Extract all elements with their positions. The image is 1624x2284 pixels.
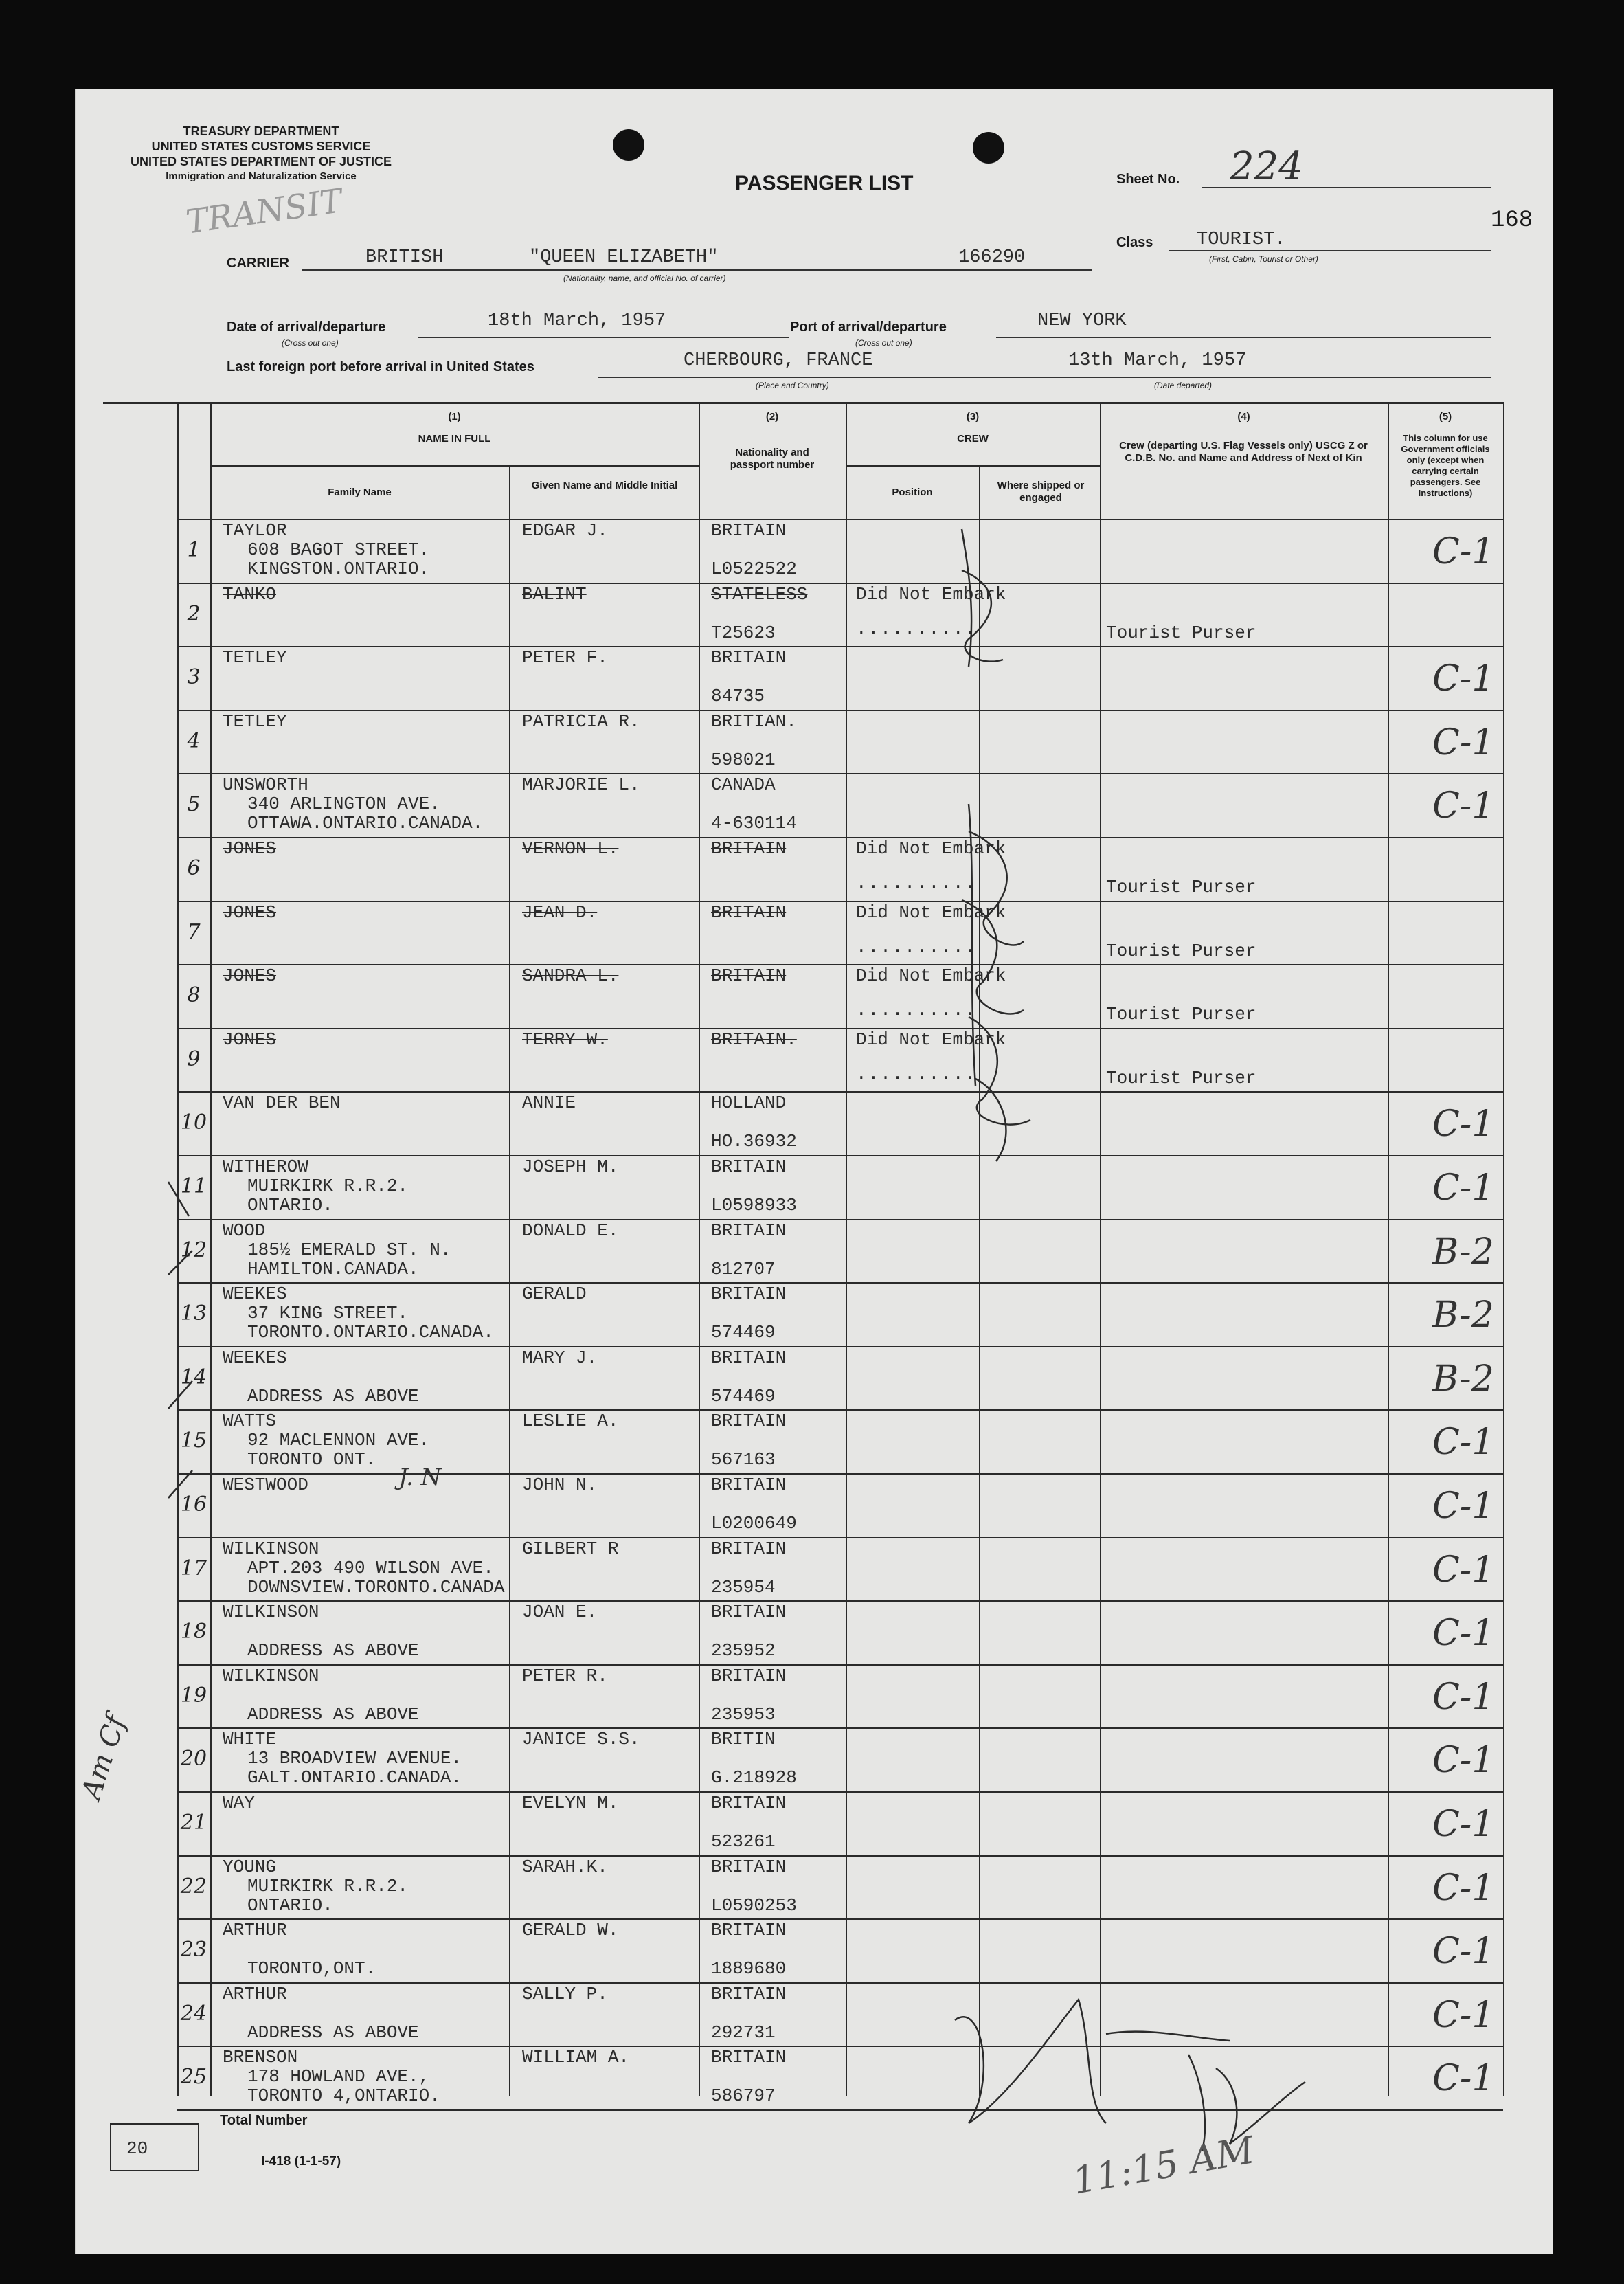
nationality-header: Nationality and passport number xyxy=(730,447,815,471)
family-name: BRENSON xyxy=(223,2047,298,2068)
family-name: JONES xyxy=(223,1029,277,1050)
official-mark: C-1 xyxy=(1432,1804,1495,1845)
passport-number: 523261 xyxy=(711,1831,776,1852)
given-name: VERNON L. xyxy=(522,838,619,859)
official-mark: B-2 xyxy=(1432,1231,1494,1273)
family-name: TANKO xyxy=(223,583,277,605)
row-rule xyxy=(177,837,1503,838)
passport-number: 598021 xyxy=(711,749,776,770)
official-mark: C-1 xyxy=(1432,1676,1495,1718)
next-of-kin: Tourist Purser xyxy=(1106,622,1256,643)
address-line-2: TORONTO,ONT. xyxy=(247,1958,376,1980)
row-rule xyxy=(177,1219,1503,1220)
punch-hole-left xyxy=(613,129,644,161)
carrier-number: 166290 xyxy=(958,247,1026,268)
row-rule xyxy=(177,1091,1503,1093)
nationality: BRITAIN xyxy=(711,1793,787,1813)
nationality: BRITAIN xyxy=(711,1475,787,1495)
port-label: Port of arrival/departure xyxy=(790,320,947,335)
row-number: 21 xyxy=(180,1811,207,1835)
family-name: WOOD xyxy=(223,1220,266,1241)
agency-line-2: UNITED STATES CUSTOMS SERVICE xyxy=(151,139,371,153)
westwood-initials: J. N xyxy=(398,1464,442,1491)
row-number: 19 xyxy=(180,1683,207,1708)
row-rule xyxy=(177,1409,1503,1411)
passport-number: G.218928 xyxy=(711,1767,797,1789)
row-number: 18 xyxy=(180,1620,207,1644)
total-number-box: 20 xyxy=(110,2123,199,2171)
row-number: 7 xyxy=(187,919,201,944)
passport-number: L0590253 xyxy=(711,1894,797,1916)
row-rule xyxy=(177,964,1503,965)
address-line-2: ONTARIO. xyxy=(247,1894,333,1916)
official-mark: C-1 xyxy=(1432,531,1495,572)
last-port-value: CHERBOURG, FRANCE xyxy=(684,350,873,371)
crew-position: Did Not Embark xyxy=(856,965,1006,987)
family-name: TETLEY xyxy=(223,647,287,669)
address-line-1: MUIRKIRK R.R.2. xyxy=(247,1875,409,1896)
family-name-header: Family Name xyxy=(328,486,392,498)
official-mark: B-2 xyxy=(1432,1358,1494,1400)
carrier-name: "QUEEN ELIZABETH" xyxy=(529,247,719,268)
nationality: BRITAIN xyxy=(711,520,787,541)
given-name: ANNIE xyxy=(522,1093,576,1114)
signing-time-note: 11:15 AM xyxy=(1069,2128,1258,2203)
row-number: 5 xyxy=(187,792,201,817)
given-name: PETER F. xyxy=(522,647,608,669)
row-rule xyxy=(177,1473,1503,1475)
given-name: WILLIAM A. xyxy=(522,2047,630,2068)
row-number: 4 xyxy=(187,728,201,753)
name-in-full-header: NAME IN FULL xyxy=(418,433,491,445)
sheet-number: 224 xyxy=(1230,144,1303,189)
official-mark: C-1 xyxy=(1432,658,1495,700)
passport-number: L0200649 xyxy=(711,1513,797,1534)
crew-position: Did Not Embark xyxy=(856,583,1006,605)
row-rule xyxy=(177,773,1503,774)
nationality: BRITAIN xyxy=(711,1284,787,1305)
nationality: BRITAIN xyxy=(711,2047,787,2068)
address-line-2: TORONTO ONT. xyxy=(247,1449,376,1470)
class-label: Class xyxy=(1116,235,1153,250)
address-line-1: MUIRKIRK R.R.2. xyxy=(247,1176,409,1196)
row-number: 20 xyxy=(180,1747,207,1771)
official-mark: C-1 xyxy=(1432,1740,1495,1782)
punch-hole-right xyxy=(973,132,1004,164)
row-number: 15 xyxy=(180,1429,207,1453)
form-number: I-418 (1-1-57) xyxy=(261,2154,341,2169)
next-of-kin: Tourist Purser xyxy=(1106,1004,1256,1025)
row-number: 14 xyxy=(180,1365,207,1389)
official-mark: C-1 xyxy=(1432,721,1495,763)
given-name: EVELYN M. xyxy=(522,1793,619,1813)
address-line-1: 92 MACLENNON AVE. xyxy=(247,1430,430,1451)
family-name: VAN DER BEN xyxy=(223,1093,341,1114)
date-departed-hint: (Date departed) xyxy=(1154,381,1213,390)
given-name: BALINT xyxy=(522,583,587,605)
row-number: 2 xyxy=(187,601,201,626)
given-name: MARY J. xyxy=(522,1347,598,1368)
page-number: 168 xyxy=(1491,208,1533,234)
address-line-1: 340 ARLINGTON AVE. xyxy=(247,794,440,815)
row-rule xyxy=(177,583,1503,584)
signature-dots: .......... xyxy=(856,1063,978,1084)
col2-number: (2) xyxy=(765,411,779,423)
col5-number: (5) xyxy=(1439,411,1452,423)
row-number: 10 xyxy=(180,1110,207,1135)
family-name: JONES xyxy=(223,965,277,987)
passport-number: 235954 xyxy=(711,1576,776,1598)
family-name: WEEKES xyxy=(223,1347,287,1368)
crew-position: Did Not Embark xyxy=(856,838,1006,859)
port-cross-out: (Cross out one) xyxy=(855,338,912,348)
row-rule xyxy=(177,710,1503,711)
row-number: 9 xyxy=(187,1046,201,1071)
nationality: BRITAIN xyxy=(711,838,787,859)
col4-number: (4) xyxy=(1237,411,1250,423)
nationality: BRITAIN xyxy=(711,1411,787,1432)
nationality: BRITAIN xyxy=(711,965,787,987)
row-number: 22 xyxy=(180,1874,207,1899)
passport-number: 235952 xyxy=(711,1640,776,1661)
place-hint: (Place and Country) xyxy=(756,381,829,390)
passport-number: 235953 xyxy=(711,1703,776,1725)
where-shipped-header: Where shipped or engaged xyxy=(997,480,1085,504)
address-line-2: ONTARIO. xyxy=(247,1195,333,1216)
nationality: BRITAIN xyxy=(711,1920,787,1941)
signature-dots: .......... xyxy=(856,1000,978,1021)
address-line-2: GALT.ONTARIO.CANADA. xyxy=(247,1767,462,1789)
agency-line-1: TREASURY DEPARTMENT xyxy=(183,124,339,138)
address-line-1: 185½ EMERALD ST. N. xyxy=(247,1239,451,1260)
position-header: Position xyxy=(892,486,933,498)
row-number: 23 xyxy=(180,1938,207,1962)
row-rule xyxy=(177,1600,1503,1602)
given-name: JOAN E. xyxy=(522,1602,598,1623)
passport-number: 574469 xyxy=(711,1385,776,1407)
class-value: TOURIST. xyxy=(1197,229,1286,250)
given-name: EDGAR J. xyxy=(522,520,608,541)
row-rule xyxy=(177,901,1503,902)
family-name: ARTHUR xyxy=(223,1983,287,2004)
family-name: JONES xyxy=(223,902,277,923)
address-line-2: TORONTO.ONTARIO.CANADA. xyxy=(247,1322,494,1343)
family-name: WATTS xyxy=(223,1411,277,1432)
given-name: GILBERT R xyxy=(522,1538,619,1559)
given-name: JOSEPH M. xyxy=(522,1156,619,1177)
next-of-kin: Tourist Purser xyxy=(1106,940,1256,961)
given-name: JEAN D. xyxy=(522,902,598,923)
official-mark: C-1 xyxy=(1432,1486,1495,1527)
address-line-2: ADDRESS AS ABOVE xyxy=(247,1640,419,1661)
family-name: TAYLOR xyxy=(223,520,287,541)
address-line-2: ADDRESS AS ABOVE xyxy=(247,1703,419,1725)
agency-line-3: UNITED STATES DEPARTMENT OF JUSTICE xyxy=(130,155,392,168)
official-mark: C-1 xyxy=(1432,1613,1495,1655)
address-line-2: ADDRESS AS ABOVE xyxy=(247,2022,419,2043)
passport-number: L0598933 xyxy=(711,1195,797,1216)
official-mark: C-1 xyxy=(1432,1167,1495,1209)
address-line-1: 608 BAGOT STREET. xyxy=(247,539,430,560)
row-rule xyxy=(177,1727,1503,1729)
agency-block xyxy=(117,124,405,184)
family-name: WEEKES xyxy=(223,1284,287,1305)
nationality: BRITAIN xyxy=(711,1220,787,1241)
row-rule xyxy=(177,1282,1503,1284)
margin-note: Am Cf xyxy=(76,1712,133,1804)
arrival-cross-out: (Cross out one) xyxy=(282,338,339,348)
passport-number: T25623 xyxy=(711,622,776,643)
family-name: JONES xyxy=(223,838,277,859)
given-name: TERRY W. xyxy=(522,1029,608,1050)
sheet-label: Sheet No. xyxy=(1116,172,1180,187)
passport-number: L0522522 xyxy=(711,559,797,579)
given-name: GERALD xyxy=(522,1284,587,1305)
nationality: BRITAIN xyxy=(711,1983,787,2004)
nationality: STATELESS xyxy=(711,583,808,605)
class-hint: (First, Cabin, Tourist or Other) xyxy=(1209,254,1318,264)
row-number: 11 xyxy=(180,1174,207,1198)
gov-use-header: This column for use Government officials only (except when carrying certain passengers. See Instructions) xyxy=(1401,433,1490,498)
address-line-2: ADDRESS AS ABOVE xyxy=(247,1385,419,1407)
given-name: GERALD W. xyxy=(522,1920,619,1941)
row-rule xyxy=(177,1918,1503,1920)
nationality: CANADA xyxy=(711,774,776,796)
row-number: 3 xyxy=(187,665,201,690)
row-number: 6 xyxy=(187,856,201,880)
signature-dots: .......... xyxy=(856,936,978,957)
nationality: BRITAIN xyxy=(711,1665,787,1686)
row-rule xyxy=(177,1855,1503,1857)
nationality: BRITIN xyxy=(711,1729,776,1750)
crew-position: Did Not Embark xyxy=(856,902,1006,923)
col1-number: (1) xyxy=(448,411,461,423)
official-mark: C-1 xyxy=(1432,1867,1495,1909)
total-number-label: Total Number xyxy=(220,2113,308,2128)
nationality: HOLLAND xyxy=(711,1093,787,1114)
row-rule xyxy=(177,1155,1503,1156)
nationality: BRITAIN xyxy=(711,1347,787,1368)
address-line-1: APT.203 490 WILSON AVE. xyxy=(247,1557,494,1578)
family-name: WESTWOOD xyxy=(223,1475,308,1495)
row-rule xyxy=(177,1346,1503,1347)
arrival-date: 18th March, 1957 xyxy=(488,311,666,331)
address-line-1: 13 BROADVIEW AVENUE. xyxy=(247,1748,462,1769)
official-mark: C-1 xyxy=(1432,1549,1495,1591)
address-line-2: TORONTO 4,ONTARIO. xyxy=(247,2085,440,2107)
date-departed: 13th March, 1957 xyxy=(1068,350,1247,371)
col3-number: (3) xyxy=(966,411,980,423)
given-name: SANDRA L. xyxy=(522,965,619,987)
arrival-label: Date of arrival/departure xyxy=(227,320,386,335)
passport-number: 292731 xyxy=(711,2022,776,2043)
address-line-2: DOWNSVIEW.TORONTO.CANADA xyxy=(247,1576,505,1598)
address-line-2: OTTAWA.ONTARIO.CANADA. xyxy=(247,813,484,834)
passport-number: 574469 xyxy=(711,1322,776,1343)
official-mark: C-1 xyxy=(1432,2058,1495,2100)
signature-dots: .......... xyxy=(856,618,978,639)
passport-number: HO.36932 xyxy=(711,1131,797,1152)
passport-number: 586797 xyxy=(711,2085,776,2107)
family-name: WILKINSON xyxy=(223,1665,319,1686)
carrier-hint: (Nationality, name, and official No. of carrier) xyxy=(563,273,726,283)
port-value: NEW YORK xyxy=(1037,311,1127,331)
last-port-label: Last foreign port before arrival in United States xyxy=(227,359,534,374)
given-name: PETER R. xyxy=(522,1665,608,1686)
passport-number: 1889680 xyxy=(711,1958,787,1980)
nationality: BRITIAN. xyxy=(711,710,797,732)
next-of-kin: Tourist Purser xyxy=(1106,1067,1256,1088)
row-number: 1 xyxy=(187,538,201,562)
official-mark: C-1 xyxy=(1432,785,1495,827)
row-rule xyxy=(177,1028,1503,1029)
nationality: BRITAIN xyxy=(711,902,787,923)
carrier-nationality: BRITISH xyxy=(365,247,444,268)
family-name: YOUNG xyxy=(223,1856,277,1877)
family-name: ARTHUR xyxy=(223,1920,287,1941)
given-name: JOHN N. xyxy=(522,1475,598,1495)
carrier-label: CARRIER xyxy=(227,256,290,271)
signature-dots: .......... xyxy=(856,873,978,893)
crew-header: CREW xyxy=(957,433,989,445)
official-mark: C-1 xyxy=(1432,1104,1495,1145)
nationality: BRITAIN. xyxy=(711,1029,797,1050)
row-number: 13 xyxy=(180,1301,207,1326)
passport-number: 84735 xyxy=(711,686,765,707)
address-line-1: 37 KING STREET. xyxy=(247,1303,409,1324)
given-name: PATRICIA R. xyxy=(522,710,640,732)
row-number: 8 xyxy=(187,983,201,1008)
row-number: 24 xyxy=(180,2001,207,2026)
row-rule xyxy=(177,1791,1503,1793)
row-number: 12 xyxy=(180,1238,207,1262)
official-mark: B-2 xyxy=(1432,1295,1494,1336)
address-line-2: KINGSTON.ONTARIO. xyxy=(247,559,430,579)
family-name: WAY xyxy=(223,1793,255,1813)
transit-stamp: TRANSIT xyxy=(183,181,345,242)
passenger-list-sheet xyxy=(76,89,1553,2254)
given-name-header: Given Name and Middle Initial xyxy=(531,480,678,491)
given-name: SARAH.K. xyxy=(522,1856,608,1877)
given-name: MARJORIE L. xyxy=(522,774,640,796)
family-name: WILKINSON xyxy=(223,1538,319,1559)
family-name: WITHEROW xyxy=(223,1156,308,1177)
row-rule xyxy=(177,2109,1503,2111)
address-line-2: HAMILTON.CANADA. xyxy=(247,1258,419,1279)
given-name: DONALD E. xyxy=(522,1220,619,1241)
crew-position: Did Not Embark xyxy=(856,1029,1006,1050)
nationality: BRITAIN xyxy=(711,1156,787,1177)
address-line-1: 178 HOWLAND AVE., xyxy=(247,2066,430,2087)
document-title: PASSENGER LIST xyxy=(735,172,914,194)
official-mark: C-1 xyxy=(1432,1994,1495,2036)
nationality: BRITAIN xyxy=(711,1538,787,1559)
row-number: 17 xyxy=(180,1556,207,1580)
passport-number: 812707 xyxy=(711,1258,776,1279)
nationality: BRITAIN xyxy=(711,647,787,669)
given-name: LESLIE A. xyxy=(522,1411,619,1432)
row-number: 16 xyxy=(180,1492,207,1516)
passport-number: 4-630114 xyxy=(711,813,797,834)
next-of-kin: Tourist Purser xyxy=(1106,877,1256,897)
official-mark: C-1 xyxy=(1432,1422,1495,1464)
family-name: UNSWORTH xyxy=(223,774,308,796)
family-name: WILKINSON xyxy=(223,1602,319,1623)
row-number: 25 xyxy=(180,2065,207,2090)
row-rule xyxy=(177,1537,1503,1538)
given-name: JANICE S.S. xyxy=(522,1729,640,1750)
row-rule xyxy=(177,1664,1503,1666)
official-mark: C-1 xyxy=(1432,1931,1495,1973)
family-name: WHITE xyxy=(223,1729,277,1750)
passport-number: 567163 xyxy=(711,1449,776,1470)
row-rule xyxy=(177,646,1503,647)
crew-departing-header: Crew (departing U.S. Flag Vessels only) USCG Z or C.D.B. No. and Name and Address of Next of Kin xyxy=(1119,440,1368,464)
nationality: BRITAIN xyxy=(711,1602,787,1623)
row-rule xyxy=(177,2046,1503,2047)
row-rule xyxy=(177,1982,1503,1984)
agency-line-4: Immigration and Naturalization Service xyxy=(166,170,357,182)
family-name: TETLEY xyxy=(223,710,287,732)
nationality: BRITAIN xyxy=(711,1856,787,1877)
given-name: SALLY P. xyxy=(522,1983,608,2004)
